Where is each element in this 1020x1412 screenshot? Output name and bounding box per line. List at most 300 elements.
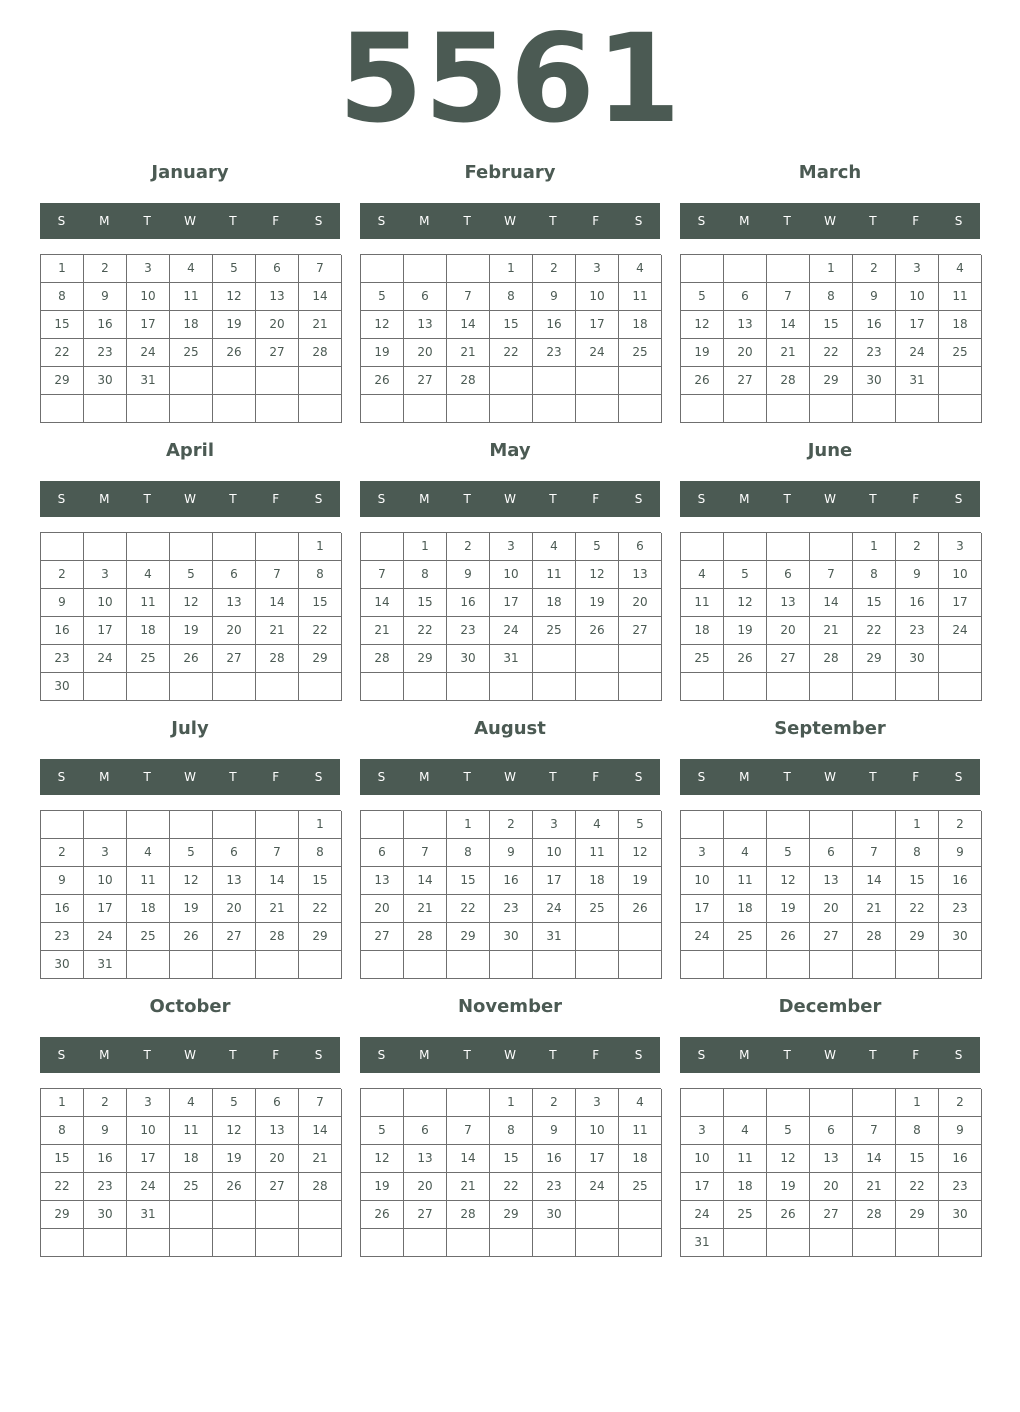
day-cell: 21 — [810, 617, 853, 645]
weekday-label: T — [783, 770, 791, 784]
day-cell: 4 — [681, 561, 724, 589]
empty-day-cell — [447, 255, 490, 283]
day-cell: 12 — [724, 589, 767, 617]
day-cell: 7 — [404, 839, 447, 867]
weekday-label: F — [912, 214, 920, 228]
day-cell: 4 — [170, 1089, 213, 1117]
empty-day-cell — [256, 367, 299, 395]
day-cell: 7 — [256, 839, 299, 867]
weekday-label: S — [634, 1048, 643, 1062]
day-cell: 15 — [41, 311, 84, 339]
empty-day-cell — [681, 255, 724, 283]
day-cell: 4 — [127, 561, 170, 589]
weekday-label: T — [783, 1048, 791, 1062]
day-cell: 18 — [724, 1173, 767, 1201]
weekday-label: M — [739, 214, 750, 228]
empty-day-cell — [299, 395, 342, 423]
empty-day-cell — [361, 255, 404, 283]
weekday-label: S — [314, 214, 323, 228]
day-cell: 6 — [810, 839, 853, 867]
weekday-label: T — [229, 770, 237, 784]
day-cell: 4 — [127, 839, 170, 867]
empty-day-cell — [127, 951, 170, 979]
day-cell: 20 — [404, 1173, 447, 1201]
day-cell: 10 — [576, 283, 619, 311]
day-cell: 12 — [767, 1145, 810, 1173]
day-cell: 20 — [404, 339, 447, 367]
empty-day-cell — [939, 395, 982, 423]
day-cell: 31 — [127, 1201, 170, 1229]
day-cell: 23 — [84, 339, 127, 367]
day-cell: 30 — [490, 923, 533, 951]
empty-day-cell — [810, 811, 853, 839]
day-cell: 25 — [939, 339, 982, 367]
empty-day-cell — [576, 1201, 619, 1229]
empty-day-cell — [810, 395, 853, 423]
empty-day-cell — [576, 645, 619, 673]
day-cell: 25 — [724, 923, 767, 951]
empty-day-cell — [724, 811, 767, 839]
weekday-label: S — [634, 492, 643, 506]
day-cell: 24 — [127, 339, 170, 367]
day-cell: 15 — [447, 867, 490, 895]
day-cell: 23 — [896, 617, 939, 645]
day-cell: 5 — [170, 561, 213, 589]
day-cell: 24 — [84, 923, 127, 951]
empty-day-cell — [127, 811, 170, 839]
empty-day-cell — [533, 395, 576, 423]
empty-day-cell — [724, 255, 767, 283]
day-cell: 7 — [853, 839, 896, 867]
day-cell: 3 — [84, 839, 127, 867]
empty-day-cell — [299, 951, 342, 979]
day-grid — [40, 1088, 341, 1257]
empty-day-cell — [810, 673, 853, 701]
weekday-label: S — [377, 492, 386, 506]
day-grid — [680, 254, 981, 423]
day-cell: 20 — [256, 311, 299, 339]
empty-day-cell — [853, 1089, 896, 1117]
day-cell: 1 — [490, 255, 533, 283]
empty-day-cell — [853, 1229, 896, 1257]
day-cell: 14 — [299, 1117, 342, 1145]
empty-day-cell — [447, 1089, 490, 1117]
month-name: May — [489, 440, 531, 461]
day-cell: 26 — [681, 367, 724, 395]
weekday-label: W — [504, 492, 516, 506]
empty-day-cell — [681, 1089, 724, 1117]
day-cell: 25 — [576, 895, 619, 923]
day-cell: 12 — [213, 1117, 256, 1145]
weekday-label: S — [377, 214, 386, 228]
empty-day-cell — [299, 1229, 342, 1257]
weekday-label: W — [504, 1048, 516, 1062]
day-cell: 7 — [767, 283, 810, 311]
empty-day-cell — [361, 1229, 404, 1257]
day-cell: 8 — [490, 283, 533, 311]
empty-day-cell — [939, 367, 982, 395]
day-cell: 21 — [404, 895, 447, 923]
day-cell: 30 — [853, 367, 896, 395]
empty-day-cell — [533, 951, 576, 979]
day-cell: 29 — [41, 1201, 84, 1229]
weekday-label: W — [184, 492, 196, 506]
day-cell: 3 — [490, 533, 533, 561]
day-cell: 4 — [724, 839, 767, 867]
day-cell: 5 — [170, 839, 213, 867]
day-cell: 26 — [213, 339, 256, 367]
weekday-label: M — [419, 214, 430, 228]
day-cell: 14 — [810, 589, 853, 617]
weekday-label: S — [954, 770, 963, 784]
day-cell: 12 — [361, 311, 404, 339]
day-cell: 17 — [681, 1173, 724, 1201]
day-cell: 12 — [619, 839, 662, 867]
day-cell: 28 — [256, 923, 299, 951]
weekday-label: W — [824, 770, 836, 784]
day-cell: 9 — [853, 283, 896, 311]
day-cell: 20 — [724, 339, 767, 367]
empty-day-cell — [170, 1201, 213, 1229]
empty-day-cell — [84, 673, 127, 701]
day-cell: 21 — [853, 1173, 896, 1201]
weekday-header — [680, 481, 980, 517]
empty-day-cell — [810, 1229, 853, 1257]
empty-day-cell — [490, 951, 533, 979]
weekday-label: F — [912, 492, 920, 506]
day-cell: 2 — [896, 533, 939, 561]
day-cell: 11 — [533, 561, 576, 589]
day-cell: 29 — [404, 645, 447, 673]
weekday-label: W — [824, 214, 836, 228]
day-cell: 15 — [490, 1145, 533, 1173]
day-cell: 22 — [404, 617, 447, 645]
day-cell: 6 — [767, 561, 810, 589]
day-cell: 19 — [724, 617, 767, 645]
day-cell: 27 — [810, 1201, 853, 1229]
day-cell: 3 — [939, 533, 982, 561]
day-cell: 25 — [127, 923, 170, 951]
day-cell: 27 — [213, 923, 256, 951]
empty-day-cell — [896, 951, 939, 979]
day-cell: 25 — [619, 339, 662, 367]
weekday-label: S — [57, 1048, 66, 1062]
day-cell: 4 — [939, 255, 982, 283]
day-cell: 3 — [681, 839, 724, 867]
day-cell: 3 — [84, 561, 127, 589]
empty-day-cell — [404, 255, 447, 283]
month-name: January — [151, 162, 229, 183]
day-cell: 13 — [810, 867, 853, 895]
empty-day-cell — [256, 1201, 299, 1229]
day-cell: 9 — [84, 1117, 127, 1145]
empty-day-cell — [213, 811, 256, 839]
day-cell: 2 — [533, 1089, 576, 1117]
empty-day-cell — [361, 533, 404, 561]
weekday-label: T — [869, 1048, 877, 1062]
day-cell: 2 — [84, 1089, 127, 1117]
day-cell: 23 — [41, 645, 84, 673]
empty-day-cell — [767, 255, 810, 283]
day-cell: 24 — [681, 1201, 724, 1229]
day-cell: 5 — [213, 255, 256, 283]
day-cell: 17 — [681, 895, 724, 923]
day-cell: 10 — [576, 1117, 619, 1145]
day-cell: 14 — [299, 283, 342, 311]
day-cell: 15 — [41, 1145, 84, 1173]
day-cell: 11 — [576, 839, 619, 867]
day-cell: 31 — [84, 951, 127, 979]
day-cell: 4 — [170, 255, 213, 283]
day-cell: 9 — [41, 589, 84, 617]
day-cell: 27 — [724, 367, 767, 395]
weekday-label: S — [954, 492, 963, 506]
weekday-label: T — [229, 214, 237, 228]
day-cell: 11 — [724, 867, 767, 895]
day-cell: 13 — [724, 311, 767, 339]
weekday-label: S — [57, 214, 66, 228]
month-name: August — [474, 718, 546, 739]
month-name: December — [778, 996, 882, 1017]
empty-day-cell — [533, 645, 576, 673]
day-cell: 15 — [299, 589, 342, 617]
day-cell: 11 — [170, 1117, 213, 1145]
weekday-label: S — [57, 770, 66, 784]
weekday-label: M — [739, 1048, 750, 1062]
day-cell: 11 — [724, 1145, 767, 1173]
day-cell: 24 — [681, 923, 724, 951]
weekday-label: T — [549, 492, 557, 506]
day-cell: 26 — [767, 923, 810, 951]
empty-day-cell — [213, 395, 256, 423]
day-cell: 18 — [127, 895, 170, 923]
day-cell: 20 — [619, 589, 662, 617]
day-cell: 14 — [853, 1145, 896, 1173]
day-cell: 30 — [84, 1201, 127, 1229]
day-cell: 5 — [619, 811, 662, 839]
weekday-label: S — [377, 1048, 386, 1062]
day-cell: 31 — [127, 367, 170, 395]
day-cell: 9 — [896, 561, 939, 589]
day-cell: 8 — [404, 561, 447, 589]
weekday-label: S — [697, 770, 706, 784]
empty-day-cell — [681, 533, 724, 561]
day-cell: 21 — [447, 1173, 490, 1201]
day-cell: 26 — [170, 923, 213, 951]
weekday-label: T — [549, 1048, 557, 1062]
day-cell: 1 — [41, 1089, 84, 1117]
empty-day-cell — [576, 367, 619, 395]
day-cell: 27 — [256, 339, 299, 367]
day-cell: 22 — [41, 1173, 84, 1201]
day-cell: 2 — [939, 811, 982, 839]
weekday-label: M — [419, 770, 430, 784]
day-cell: 31 — [681, 1229, 724, 1257]
empty-day-cell — [810, 1089, 853, 1117]
day-cell: 7 — [810, 561, 853, 589]
day-cell: 19 — [361, 339, 404, 367]
weekday-label: W — [184, 1048, 196, 1062]
day-cell: 29 — [896, 923, 939, 951]
day-cell: 21 — [767, 339, 810, 367]
day-cell: 9 — [84, 283, 127, 311]
weekday-label: S — [697, 492, 706, 506]
day-cell: 18 — [170, 1145, 213, 1173]
day-cell: 29 — [853, 645, 896, 673]
weekday-label: M — [99, 1048, 110, 1062]
weekday-label: W — [184, 770, 196, 784]
day-cell: 29 — [810, 367, 853, 395]
weekday-label: F — [272, 1048, 280, 1062]
empty-day-cell — [361, 1089, 404, 1117]
day-cell: 26 — [724, 645, 767, 673]
day-cell: 30 — [41, 673, 84, 701]
weekday-label: W — [184, 214, 196, 228]
day-cell: 28 — [853, 923, 896, 951]
day-cell: 27 — [619, 617, 662, 645]
empty-day-cell — [724, 673, 767, 701]
day-grid — [360, 1088, 661, 1257]
day-cell: 22 — [896, 1173, 939, 1201]
day-cell: 3 — [681, 1117, 724, 1145]
day-cell: 8 — [896, 839, 939, 867]
day-grid — [40, 254, 341, 423]
day-cell: 3 — [576, 1089, 619, 1117]
day-cell: 20 — [361, 895, 404, 923]
day-cell: 6 — [256, 255, 299, 283]
day-cell: 1 — [896, 811, 939, 839]
day-cell: 6 — [361, 839, 404, 867]
day-cell: 9 — [490, 839, 533, 867]
weekday-label: M — [99, 770, 110, 784]
weekday-label: T — [143, 214, 151, 228]
day-cell: 11 — [127, 867, 170, 895]
empty-day-cell — [619, 367, 662, 395]
weekday-header — [360, 759, 660, 795]
day-cell: 28 — [810, 645, 853, 673]
day-cell: 1 — [404, 533, 447, 561]
day-cell: 30 — [939, 1201, 982, 1229]
empty-day-cell — [299, 1201, 342, 1229]
weekday-label: F — [272, 492, 280, 506]
day-cell: 3 — [533, 811, 576, 839]
day-cell: 4 — [724, 1117, 767, 1145]
day-cell: 20 — [256, 1145, 299, 1173]
empty-day-cell — [41, 533, 84, 561]
weekday-header — [680, 203, 980, 239]
day-cell: 2 — [447, 533, 490, 561]
weekday-label: S — [57, 492, 66, 506]
day-cell: 27 — [404, 367, 447, 395]
day-grid — [360, 532, 661, 701]
day-cell: 4 — [533, 533, 576, 561]
day-cell: 25 — [681, 645, 724, 673]
empty-day-cell — [447, 1229, 490, 1257]
day-cell: 3 — [127, 255, 170, 283]
day-cell: 8 — [41, 1117, 84, 1145]
empty-day-cell — [619, 395, 662, 423]
empty-day-cell — [361, 673, 404, 701]
empty-day-cell — [447, 673, 490, 701]
day-cell: 4 — [619, 255, 662, 283]
day-cell: 16 — [533, 1145, 576, 1173]
day-cell: 9 — [533, 1117, 576, 1145]
empty-day-cell — [896, 1229, 939, 1257]
empty-day-cell — [853, 395, 896, 423]
day-cell: 6 — [404, 1117, 447, 1145]
day-cell: 10 — [681, 867, 724, 895]
weekday-label: T — [143, 1048, 151, 1062]
day-cell: 28 — [299, 1173, 342, 1201]
day-cell: 21 — [853, 895, 896, 923]
day-cell: 6 — [213, 839, 256, 867]
day-cell: 22 — [896, 895, 939, 923]
day-cell: 8 — [853, 561, 896, 589]
day-cell: 11 — [619, 283, 662, 311]
empty-day-cell — [127, 533, 170, 561]
day-cell: 23 — [939, 895, 982, 923]
day-cell: 24 — [84, 645, 127, 673]
empty-day-cell — [170, 367, 213, 395]
empty-day-cell — [619, 923, 662, 951]
weekday-header — [40, 759, 340, 795]
day-cell: 16 — [533, 311, 576, 339]
day-cell: 4 — [576, 811, 619, 839]
day-cell: 14 — [256, 867, 299, 895]
weekday-label: F — [592, 770, 600, 784]
day-cell: 30 — [533, 1201, 576, 1229]
day-cell: 16 — [939, 1145, 982, 1173]
empty-day-cell — [810, 951, 853, 979]
day-cell: 25 — [533, 617, 576, 645]
empty-day-cell — [170, 951, 213, 979]
day-cell: 1 — [299, 533, 342, 561]
day-cell: 18 — [681, 617, 724, 645]
empty-day-cell — [939, 645, 982, 673]
day-cell: 26 — [361, 367, 404, 395]
day-cell: 19 — [576, 589, 619, 617]
day-cell: 19 — [619, 867, 662, 895]
day-cell: 30 — [41, 951, 84, 979]
day-cell: 1 — [490, 1089, 533, 1117]
day-cell: 22 — [299, 895, 342, 923]
month-name: March — [798, 162, 862, 183]
month-name: February — [464, 162, 556, 183]
day-cell: 6 — [724, 283, 767, 311]
empty-day-cell — [361, 811, 404, 839]
day-cell: 25 — [170, 339, 213, 367]
day-cell: 7 — [256, 561, 299, 589]
weekday-label: T — [229, 1048, 237, 1062]
day-cell: 28 — [299, 339, 342, 367]
day-cell: 31 — [533, 923, 576, 951]
day-cell: 24 — [127, 1173, 170, 1201]
day-cell: 9 — [41, 867, 84, 895]
day-cell: 12 — [213, 283, 256, 311]
empty-day-cell — [41, 811, 84, 839]
day-cell: 28 — [853, 1201, 896, 1229]
day-cell: 3 — [896, 255, 939, 283]
empty-day-cell — [404, 395, 447, 423]
empty-day-cell — [724, 1229, 767, 1257]
day-cell: 14 — [404, 867, 447, 895]
empty-day-cell — [619, 1201, 662, 1229]
day-cell: 21 — [447, 339, 490, 367]
day-cell: 17 — [127, 311, 170, 339]
day-cell: 7 — [447, 1117, 490, 1145]
day-cell: 16 — [447, 589, 490, 617]
day-cell: 6 — [810, 1117, 853, 1145]
